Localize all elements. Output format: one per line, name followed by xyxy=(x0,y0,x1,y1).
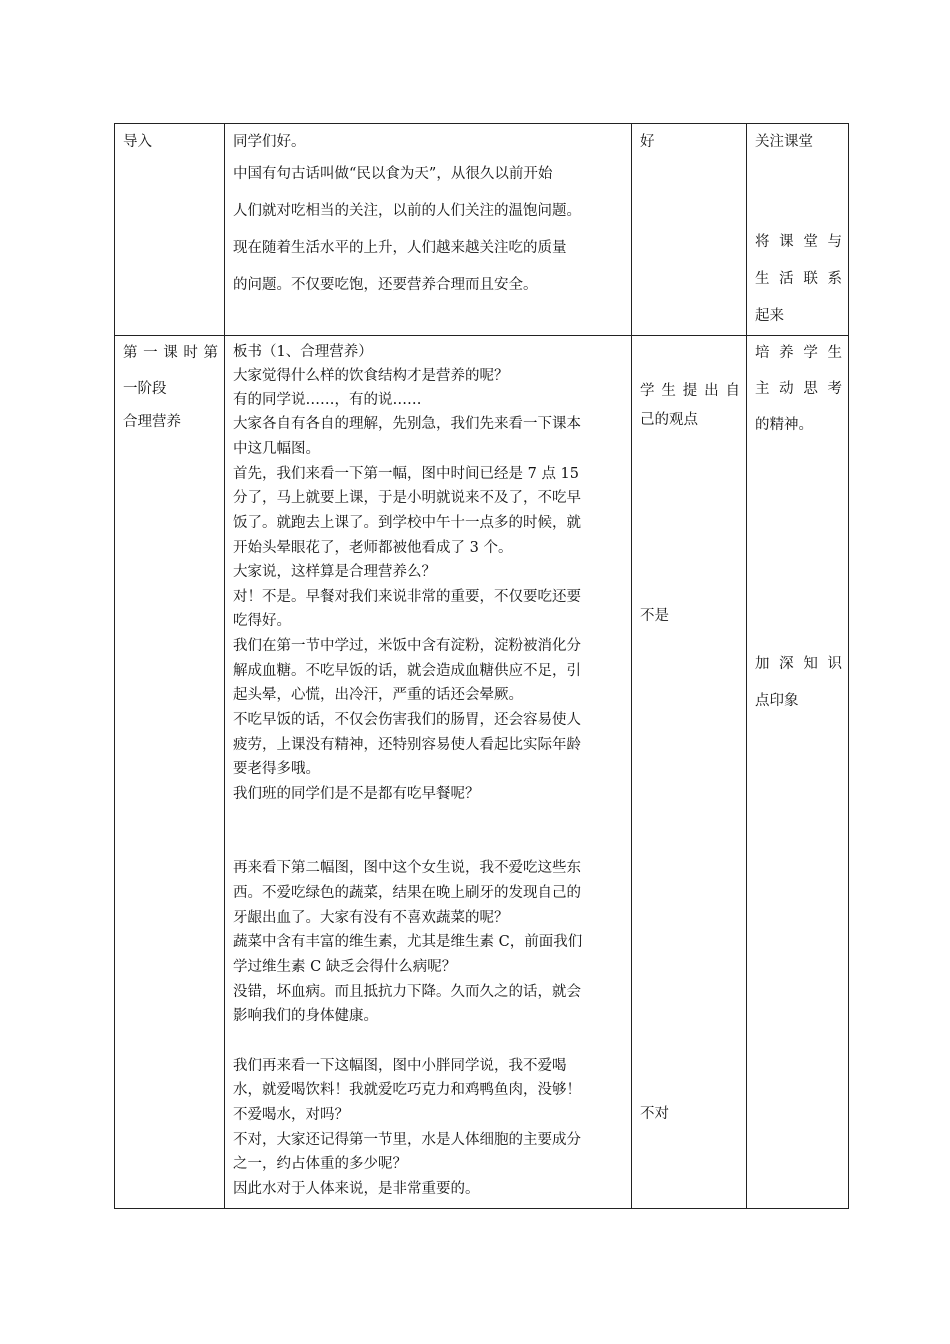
text-line: 蔬菜中含有丰富的维生素，尤其是维生素 C，前面我们 xyxy=(233,934,583,950)
text-line: 将课堂与 xyxy=(755,234,842,250)
text-line: 培养学生 xyxy=(755,345,842,361)
student-activity-cell xyxy=(632,124,747,336)
text-line: 不爱喝水，对吗？ xyxy=(233,1107,349,1123)
text-line: 现在随着生活水平的上升，人们越来越关注吃的质量 xyxy=(233,240,567,256)
text-line: 不对，大家还记得第一节里，水是人体细胞的主要成分 xyxy=(233,1132,581,1148)
stage-label: 导入 xyxy=(123,134,152,150)
text-line: 分了，马上就要上课，于是小明就说来不及了，不吃早 xyxy=(233,490,581,506)
text-line: 中国有句古话叫做“民以食为天”，从很久以前开始 xyxy=(233,166,553,182)
text-line: 学生提出自 xyxy=(640,383,740,399)
teacher-activity-cell xyxy=(225,336,632,1209)
text-line: 中这几幅图。 xyxy=(233,441,320,457)
text-line: 起头晕，心慌，出冷汗，严重的话还会晕厥。 xyxy=(233,687,523,703)
stage-label: 一阶段 xyxy=(123,381,167,397)
text-line: 我们班的同学们是不是都有吃早餐呢？ xyxy=(233,786,480,802)
text-line: 西。不爱吃绿色的蔬菜，结果在晚上刷牙的发现自己的 xyxy=(233,885,581,901)
text-line: 生活联系 xyxy=(755,271,842,287)
stage-cell xyxy=(115,124,225,336)
text-line: 解成血糖。不吃早饭的话，就会造成血糖供应不足，引 xyxy=(233,663,581,679)
text-line: 主动思考 xyxy=(755,381,842,397)
text-line: 学过维生素 C 缺乏会得什么病呢？ xyxy=(233,959,457,975)
stage-label: 合理营养 xyxy=(123,414,181,430)
text-line: 水，就爱喝饮料！我就爱吃巧克力和鸡鸭鱼肉，没够！ xyxy=(233,1082,581,1098)
lesson-plan-table xyxy=(114,123,849,1209)
text-line: 的问题。不仅要吃饱，还要营养合理而且安全。 xyxy=(233,277,538,293)
stage-cell xyxy=(115,336,225,1209)
text-line: 大家各自有各自的理解，先别急，我们先来看一下课本 xyxy=(233,416,581,432)
text-line: 起来 xyxy=(755,308,784,324)
text-line: 不是 xyxy=(640,608,669,624)
teacher-activity-cell xyxy=(225,124,632,336)
text-line: 同学们好。 xyxy=(233,134,306,150)
text-line: 吃得好。 xyxy=(233,613,291,629)
text-line: 开始头晕眼花了，老师都被他看成了 3 个。 xyxy=(233,540,513,556)
text-line: 人们就对吃相当的关注，以前的人们关注的温饱问题。 xyxy=(233,203,581,219)
text-line: 对！不是。早餐对我们来说非常的重要，不仅要吃还要 xyxy=(233,589,581,605)
text-line: 我们再来看一下这幅图，图中小胖同学说，我不爱喝 xyxy=(233,1058,567,1074)
design-intent-cell xyxy=(747,124,849,336)
text-line: 点印象 xyxy=(755,693,799,709)
student-activity-cell xyxy=(632,336,747,1209)
text-line: 再来看下第二幅图，图中这个女生说，我不爱吃这些东 xyxy=(233,860,581,876)
text-line: 不对 xyxy=(640,1106,669,1122)
text-line: 疲劳，上课没有精神，还特别容易使人看起比实际年龄 xyxy=(233,737,581,753)
text-line: 关注课堂 xyxy=(755,134,813,150)
text-line: 之一，约占体重的多少呢？ xyxy=(233,1156,407,1172)
table-row xyxy=(115,336,849,1209)
text-line: 有的同学说……，有的说…… xyxy=(233,392,422,408)
text-line: 己的观点 xyxy=(640,412,698,428)
text-line: 不吃早饭的话，不仅会伤害我们的肠胃，还会容易使人 xyxy=(233,712,581,728)
text-line: 大家觉得什么样的饮食结构才是营养的呢？ xyxy=(233,368,509,384)
stage-label: 第一课时第 xyxy=(123,345,218,361)
text-line: 没错，坏血病。而且抵抗力下降。久而久之的话，就会 xyxy=(233,984,581,1000)
text-line: 好 xyxy=(640,134,655,150)
text-line: 大家说，这样算是合理营养么？ xyxy=(233,564,436,580)
text-line: 板书（1、合理营养） xyxy=(233,344,373,360)
table-row xyxy=(115,124,849,336)
text-line: 因此水对于人体来说，是非常重要的。 xyxy=(233,1181,480,1197)
design-intent-cell xyxy=(747,336,849,1209)
text-line: 饭了。就跑去上课了。到学校中午十一点多的时候，就 xyxy=(233,515,581,531)
text-line: 我们在第一节中学过，米饭中含有淀粉，淀粉被消化分 xyxy=(233,638,581,654)
text-line: 首先，我们来看一下第一幅，图中时间已经是 7 点 15 xyxy=(233,466,580,482)
text-line: 加深知识 xyxy=(755,656,842,672)
text-line: 要老得多哦。 xyxy=(233,761,320,777)
text-line: 的精神。 xyxy=(755,417,813,433)
text-line: 牙龈出血了。大家有没有不喜欢蔬菜的呢？ xyxy=(233,910,509,926)
text-line: 影响我们的身体健康。 xyxy=(233,1008,378,1024)
